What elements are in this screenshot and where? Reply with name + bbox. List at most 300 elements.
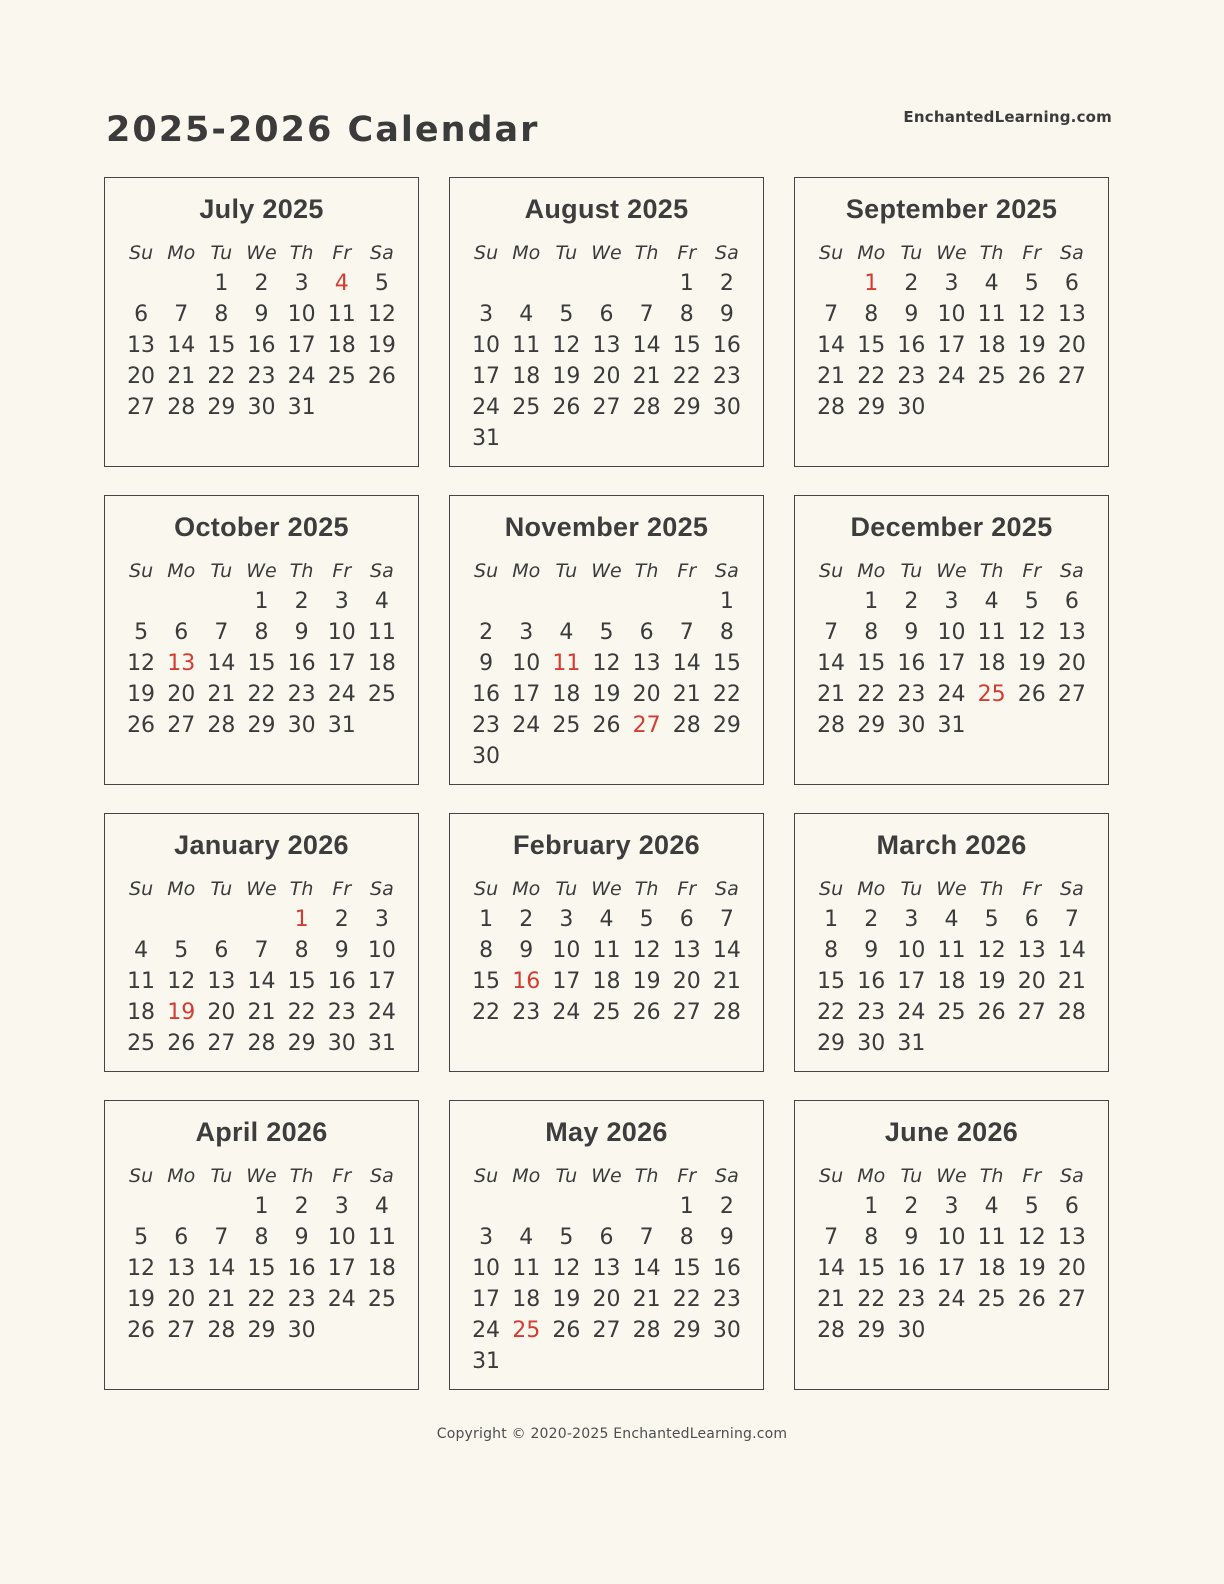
date-cell: 21 [672, 682, 701, 707]
date-cell: 7 [719, 907, 734, 932]
date-cell: 16 [897, 1256, 926, 1281]
date-cell: 22 [247, 1287, 276, 1312]
date-cell: 28 [167, 395, 196, 420]
date-cell: 10 [512, 651, 541, 676]
date-cell: 24 [897, 1000, 926, 1025]
date-cell: 17 [327, 1256, 356, 1281]
date-cell: 31 [367, 1031, 396, 1056]
date-cell: 1 [679, 1194, 694, 1219]
date-cell: 27 [1057, 364, 1086, 389]
date-cell: 29 [857, 713, 886, 738]
date-cell: 23 [247, 364, 276, 389]
weekday-header: Tu [210, 560, 233, 582]
date-cell: 19 [1017, 333, 1046, 358]
empty-cell [121, 587, 161, 617]
weekday-header: We [936, 560, 967, 582]
date-cell: 17 [937, 1256, 966, 1281]
date-cell: 1 [824, 907, 839, 932]
weekday-header: We [936, 242, 967, 264]
date-cell: 14 [1057, 938, 1086, 963]
date-cell: 14 [632, 1256, 661, 1281]
date-cell: 27 [672, 1000, 701, 1025]
weekday-header: Fr [332, 560, 352, 582]
empty-cell [546, 1192, 586, 1222]
date-cell: 31 [327, 713, 356, 738]
weekday-header: Su [129, 1165, 154, 1187]
date-cell: 8 [214, 302, 229, 327]
date-cell: 28 [207, 713, 236, 738]
date-cell: 2 [719, 1194, 734, 1219]
date-cell: 17 [512, 682, 541, 707]
month-title: December 2025 [850, 512, 1053, 542]
date-cell: 22 [247, 682, 276, 707]
date-cell: 30 [857, 1031, 886, 1056]
weekday-header: Su [129, 878, 154, 900]
date-cell: 26 [977, 1000, 1006, 1025]
date-cell: 27 [1057, 682, 1086, 707]
date-cell: 23 [287, 1287, 316, 1312]
date-cell: 21 [207, 1287, 236, 1312]
date-cell: 29 [247, 1318, 276, 1343]
date-cell: 27 [1017, 1000, 1046, 1025]
date-cell: 12 [1017, 620, 1046, 645]
date-cell: 19 [1017, 651, 1046, 676]
weekday-header: Th [289, 1165, 314, 1187]
weekday-header: Tu [210, 242, 233, 264]
date-cell: 26 [632, 1000, 661, 1025]
date-cell: 19 [977, 969, 1006, 994]
empty-cell [466, 587, 506, 617]
empty-cell [201, 587, 241, 617]
date-cell: 24 [472, 1318, 501, 1343]
date-cell: 22 [207, 364, 236, 389]
date-cell: 31 [937, 713, 966, 738]
month-days-grid [121, 238, 402, 423]
date-cell: 22 [817, 1000, 846, 1025]
date-cell: 18 [937, 969, 966, 994]
empty-cell [466, 269, 506, 299]
date-cell: 23 [712, 1287, 741, 1312]
date-cell: 2 [864, 907, 879, 932]
date-cell: 26 [1017, 682, 1046, 707]
month-days-grid [811, 874, 1092, 1059]
date-cell-holiday: 11 [552, 651, 581, 676]
month-days-grid [466, 556, 747, 772]
weekday-header: Tu [900, 1165, 923, 1187]
weekday-header: Th [634, 242, 659, 264]
weekday-header: Mo [857, 1165, 886, 1187]
date-cell-holiday: 16 [512, 969, 541, 994]
date-cell: 10 [287, 302, 316, 327]
date-cell: 7 [679, 620, 694, 645]
month-november-2025 [449, 495, 764, 785]
date-cell: 25 [127, 1031, 156, 1056]
date-cell: 1 [864, 589, 879, 614]
month-october-2025 [104, 495, 419, 785]
date-cell: 8 [254, 1225, 269, 1250]
date-cell-holiday: 4 [334, 271, 349, 296]
date-cell: 2 [334, 907, 349, 932]
date-cell: 4 [944, 907, 959, 932]
page-title: 2025-2026 Calendar [106, 110, 540, 150]
date-cell: 12 [1017, 1225, 1046, 1250]
date-cell: 5 [174, 938, 189, 963]
month-august-2025 [449, 177, 764, 467]
date-cell: 9 [864, 938, 879, 963]
weekday-header: Sa [370, 1165, 394, 1187]
date-cell: 23 [472, 713, 501, 738]
weekday-header: Fr [677, 878, 697, 900]
empty-cell [546, 587, 586, 617]
date-cell: 28 [632, 395, 661, 420]
date-cell: 26 [367, 364, 396, 389]
date-cell: 4 [374, 589, 389, 614]
date-cell: 2 [904, 589, 919, 614]
date-cell: 28 [247, 1031, 276, 1056]
date-cell: 3 [944, 589, 959, 614]
date-cell: 3 [519, 620, 534, 645]
date-cell: 28 [817, 1318, 846, 1343]
date-cell: 21 [167, 364, 196, 389]
date-cell: 14 [247, 969, 276, 994]
date-cell: 29 [857, 395, 886, 420]
date-cell: 10 [552, 938, 581, 963]
date-cell: 5 [559, 302, 574, 327]
date-cell: 19 [1017, 1256, 1046, 1281]
date-cell: 12 [367, 302, 396, 327]
weekday-header: Mo [512, 878, 541, 900]
date-cell: 24 [287, 364, 316, 389]
date-cell: 9 [294, 620, 309, 645]
date-cell: 26 [127, 1318, 156, 1343]
date-cell: 4 [519, 1225, 534, 1250]
date-cell: 3 [374, 907, 389, 932]
date-cell: 1 [254, 589, 269, 614]
date-cell: 4 [984, 1194, 999, 1219]
copyright-footer: Copyright © 2020-2025 EnchantedLearning.com [436, 1426, 788, 1442]
date-cell: 26 [552, 1318, 581, 1343]
date-cell: 20 [1017, 969, 1046, 994]
weekday-header: Sa [1060, 878, 1084, 900]
date-cell: 24 [552, 1000, 581, 1025]
date-cell: 2 [719, 271, 734, 296]
date-cell: 30 [897, 713, 926, 738]
date-cell: 12 [127, 651, 156, 676]
date-cell: 11 [977, 1225, 1006, 1250]
date-cell: 10 [937, 302, 966, 327]
date-cell: 23 [857, 1000, 886, 1025]
date-cell: 8 [864, 1225, 879, 1250]
weekday-header: Mo [857, 560, 886, 582]
date-cell: 5 [374, 271, 389, 296]
empty-cell [506, 1192, 546, 1222]
date-cell: 14 [672, 651, 701, 676]
weekday-header: Su [819, 878, 844, 900]
date-cell: 15 [247, 1256, 276, 1281]
date-cell: 13 [672, 938, 701, 963]
date-cell: 22 [857, 682, 886, 707]
date-cell: 19 [632, 969, 661, 994]
date-cell: 25 [367, 682, 396, 707]
date-cell: 22 [712, 682, 741, 707]
month-title: June 2026 [884, 1117, 1019, 1147]
date-cell: 6 [174, 620, 189, 645]
weekday-header: Fr [677, 560, 697, 582]
date-cell: 17 [367, 969, 396, 994]
date-cell: 13 [1057, 620, 1086, 645]
month-days-grid [466, 874, 747, 1028]
date-cell: 27 [167, 713, 196, 738]
date-cell: 20 [1057, 651, 1086, 676]
date-cell: 11 [367, 620, 396, 645]
date-cell: 12 [127, 1256, 156, 1281]
date-cell: 6 [1064, 1194, 1079, 1219]
weekday-header: Tu [210, 1165, 233, 1187]
weekday-header: Sa [370, 242, 394, 264]
date-cell: 29 [672, 395, 701, 420]
date-cell: 7 [639, 302, 654, 327]
empty-cell [627, 269, 667, 299]
date-cell: 11 [977, 620, 1006, 645]
date-cell: 7 [214, 620, 229, 645]
date-cell: 9 [904, 1225, 919, 1250]
date-cell: 26 [1017, 1287, 1046, 1312]
date-cell: 14 [167, 333, 196, 358]
date-cell: 16 [857, 969, 886, 994]
empty-cell [506, 269, 546, 299]
month-title: October 2025 [174, 512, 349, 542]
date-cell: 12 [977, 938, 1006, 963]
empty-cell [121, 1192, 161, 1222]
weekday-header: Th [289, 242, 314, 264]
date-cell: 31 [472, 426, 501, 451]
month-march-2026 [794, 813, 1109, 1072]
month-june-2026 [794, 1100, 1109, 1390]
date-cell: 1 [214, 271, 229, 296]
date-cell: 27 [167, 1318, 196, 1343]
date-cell: 28 [632, 1318, 661, 1343]
month-days-grid [466, 1161, 747, 1377]
month-january-2026 [104, 813, 419, 1072]
date-cell: 22 [672, 1287, 701, 1312]
month-days-grid [811, 238, 1092, 423]
date-cell: 13 [127, 333, 156, 358]
date-cell: 10 [367, 938, 396, 963]
weekday-header: Sa [370, 878, 394, 900]
date-cell-holiday: 25 [512, 1318, 541, 1343]
date-cell: 1 [679, 271, 694, 296]
date-cell: 17 [472, 364, 501, 389]
date-cell: 2 [904, 1194, 919, 1219]
empty-cell [201, 905, 241, 935]
date-cell: 8 [479, 938, 494, 963]
empty-cell [466, 1192, 506, 1222]
month-may-2026 [449, 1100, 764, 1390]
date-cell: 6 [679, 907, 694, 932]
date-cell: 20 [1057, 333, 1086, 358]
date-cell-holiday: 19 [167, 1000, 196, 1025]
date-cell: 21 [632, 1287, 661, 1312]
date-cell: 4 [134, 938, 149, 963]
date-cell: 27 [592, 1318, 621, 1343]
date-cell: 18 [552, 682, 581, 707]
date-cell: 16 [712, 333, 741, 358]
weekday-header: Th [289, 878, 314, 900]
date-cell: 7 [824, 302, 839, 327]
date-cell: 6 [1064, 589, 1079, 614]
date-cell: 28 [817, 395, 846, 420]
month-april-2026 [104, 1100, 419, 1390]
empty-cell [121, 269, 161, 299]
weekday-header: Th [979, 878, 1004, 900]
weekday-header: We [246, 560, 277, 582]
date-cell: 2 [254, 271, 269, 296]
date-cell: 26 [552, 395, 581, 420]
date-cell: 20 [632, 682, 661, 707]
date-cell: 30 [712, 395, 741, 420]
weekday-header: Tu [555, 560, 578, 582]
date-cell: 25 [367, 1287, 396, 1312]
date-cell: 26 [167, 1031, 196, 1056]
date-cell: 29 [287, 1031, 316, 1056]
date-cell: 18 [512, 1287, 541, 1312]
empty-cell [546, 269, 586, 299]
date-cell: 11 [367, 1225, 396, 1250]
date-cell: 3 [944, 271, 959, 296]
weekday-header: Th [979, 560, 1004, 582]
date-cell: 25 [512, 395, 541, 420]
date-cell: 8 [824, 938, 839, 963]
empty-cell [586, 269, 626, 299]
date-cell: 18 [592, 969, 621, 994]
date-cell: 13 [632, 651, 661, 676]
date-cell: 11 [977, 302, 1006, 327]
weekday-header: Tu [555, 878, 578, 900]
month-title: September 2025 [845, 194, 1058, 224]
weekday-header: We [936, 878, 967, 900]
date-cell: 9 [904, 620, 919, 645]
date-cell: 26 [1017, 364, 1046, 389]
weekday-header: Sa [1060, 560, 1084, 582]
date-cell: 10 [937, 1225, 966, 1250]
date-cell: 17 [287, 333, 316, 358]
date-cell: 12 [592, 651, 621, 676]
date-cell: 14 [817, 333, 846, 358]
empty-cell [241, 905, 281, 935]
date-cell: 4 [599, 907, 614, 932]
date-cell: 22 [672, 364, 701, 389]
date-cell: 25 [977, 1287, 1006, 1312]
date-cell: 22 [857, 364, 886, 389]
empty-cell [121, 905, 161, 935]
date-cell: 21 [817, 682, 846, 707]
date-cell: 20 [167, 1287, 196, 1312]
date-cell: 27 [127, 395, 156, 420]
empty-cell [161, 269, 201, 299]
date-cell: 29 [672, 1318, 701, 1343]
date-cell: 3 [479, 1225, 494, 1250]
date-cell-holiday: 1 [294, 907, 309, 932]
date-cell: 21 [207, 682, 236, 707]
date-cell: 13 [592, 333, 621, 358]
date-cell: 29 [207, 395, 236, 420]
month-title: April 2026 [195, 1117, 328, 1147]
date-cell: 10 [472, 1256, 501, 1281]
weekday-header: Fr [332, 1165, 352, 1187]
date-cell: 21 [817, 1287, 846, 1312]
weekday-header: Sa [715, 242, 739, 264]
date-cell: 14 [817, 1256, 846, 1281]
date-cell: 19 [367, 333, 396, 358]
date-cell: 27 [1057, 1287, 1086, 1312]
date-cell: 7 [174, 302, 189, 327]
date-cell: 18 [977, 651, 1006, 676]
date-cell: 21 [632, 364, 661, 389]
date-cell: 28 [207, 1318, 236, 1343]
empty-cell [161, 587, 201, 617]
date-cell: 15 [817, 969, 846, 994]
date-cell: 22 [287, 1000, 316, 1025]
date-cell: 15 [712, 651, 741, 676]
date-cell: 24 [937, 682, 966, 707]
date-cell-holiday: 25 [977, 682, 1006, 707]
date-cell: 16 [327, 969, 356, 994]
weekday-header: Su [129, 560, 154, 582]
date-cell: 14 [712, 938, 741, 963]
date-cell: 12 [552, 1256, 581, 1281]
date-cell: 29 [817, 1031, 846, 1056]
date-cell: 12 [167, 969, 196, 994]
date-cell: 23 [712, 364, 741, 389]
date-cell: 8 [254, 620, 269, 645]
weekday-header: Su [819, 1165, 844, 1187]
date-cell: 20 [1057, 1256, 1086, 1281]
date-cell: 25 [552, 713, 581, 738]
month-days-grid [121, 874, 402, 1059]
weekday-header: We [591, 242, 622, 264]
empty-cell [201, 1192, 241, 1222]
date-cell: 2 [519, 907, 534, 932]
date-cell: 15 [857, 333, 886, 358]
date-cell: 17 [937, 333, 966, 358]
weekday-header: Su [819, 242, 844, 264]
date-cell: 8 [679, 1225, 694, 1250]
date-cell: 15 [207, 333, 236, 358]
date-cell: 28 [672, 713, 701, 738]
weekday-header: Su [819, 560, 844, 582]
date-cell: 8 [864, 302, 879, 327]
weekday-header: We [246, 242, 277, 264]
date-cell: 30 [287, 1318, 316, 1343]
weekday-header: Mo [512, 560, 541, 582]
weekday-header: Tu [900, 878, 923, 900]
weekday-header: Tu [900, 560, 923, 582]
date-cell: 15 [672, 333, 701, 358]
date-cell: 23 [327, 1000, 356, 1025]
date-cell: 8 [864, 620, 879, 645]
date-cell: 3 [559, 907, 574, 932]
weekday-header: Su [474, 1165, 499, 1187]
date-cell: 18 [367, 651, 396, 676]
weekday-header: Su [474, 878, 499, 900]
date-cell: 6 [134, 302, 149, 327]
date-cell: 10 [937, 620, 966, 645]
empty-cell [161, 1192, 201, 1222]
date-cell-holiday: 27 [632, 713, 661, 738]
date-cell: 30 [897, 1318, 926, 1343]
date-cell: 11 [327, 302, 356, 327]
date-cell: 10 [327, 620, 356, 645]
